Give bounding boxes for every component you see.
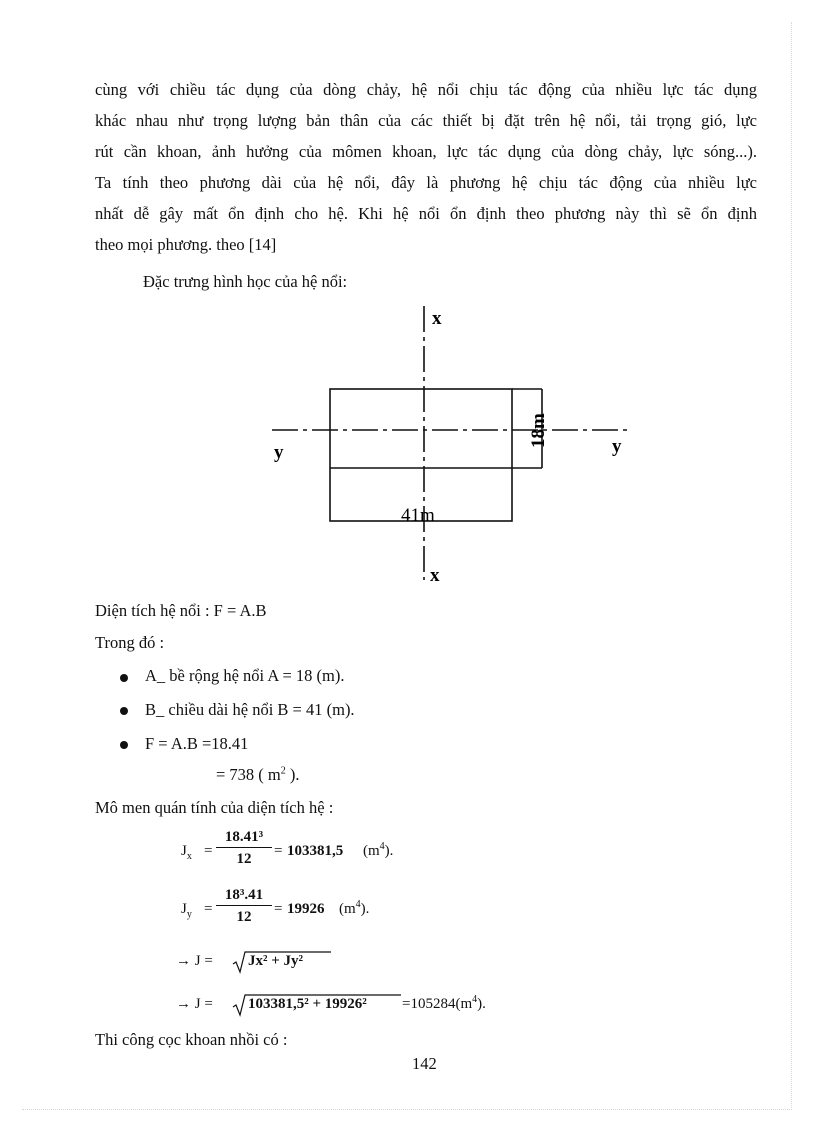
jx-equals-2: = [274,843,283,859]
drilling-line: Thi công cọc khoan nhồi có : [95,1030,288,1049]
paragraph-line: cùng với chiều tác dụng của dòng chảy, hệ nổi chịu tác động của nhiều lực tác dụng [95,80,757,99]
jy-equals: = [204,901,213,917]
jx-symbol [181,843,192,860]
j-value-prefix: → J = [176,996,213,1012]
jx-unit-text: (m [363,843,380,859]
jy-unit-end: ). [360,901,370,917]
bullet-dot [120,674,128,682]
jy-equals-2: = [274,901,283,917]
jx-result: 103381,5 [287,843,344,859]
paragraph-line: Ta tính theo phương dài của hệ nổi, đây là phương hệ chịu tác động của nhiều lực [95,173,757,192]
x-axis-label-bottom: x [430,565,440,586]
jx-subscript: x [186,851,192,862]
jy-symbol [181,901,192,918]
bullet-item: A_ bề rộng hệ nổi A = 18 (m). [145,666,345,685]
jy-result: 19926 [287,901,325,917]
j-value-exponent: 4 [472,994,478,1005]
area-result-prefix: = 738 ( m [216,765,281,784]
inertia-heading: Mô men quán tính của diện tích hệ : [95,798,334,817]
bullet-item: F = A.B =18.41 [145,734,249,753]
paragraph-line: khác nhau như trọng lượng bản thân của các thiết bị đặt trên hệ nổi, tải trọng gió, lực [95,111,757,130]
j-value-end: ). [477,996,486,1012]
j-formula-radicand: Jx² + Jy² [248,953,304,969]
jy-unit-text: (m [339,901,356,917]
x-axis-label-top: x [432,308,442,329]
area-formula-line: Diện tích hệ nổi : F = A.B [95,601,267,620]
j-value-number: =105284(m [402,996,473,1012]
area-result-exponent: 2 [280,765,286,777]
j-value-result [402,996,486,1013]
jx-unit-exponent: 4 [379,841,385,852]
jy-fraction [216,887,272,926]
pontoon-outline [330,389,512,521]
jy-unit-exponent: 4 [355,899,361,910]
j-formula-prefix: → J = [176,953,213,969]
jy-denominator: 12 [236,909,252,925]
length-dimension-label: 41m [401,505,435,526]
bullet-dot [120,741,128,749]
jy-subscript: y [186,909,192,920]
y-axis-label-left: y [274,442,284,463]
jx-numerator: 18.41³ [216,829,272,848]
jy-unit [339,901,369,918]
paragraph-line: nhất dễ gây mất ổn định cho hệ. Khi hệ nổi ổn định theo phương này thì sẽ ổn định [95,204,757,223]
area-result-suffix: ). [285,765,300,784]
y-axis-label-right: y [612,436,622,457]
jx-fraction [216,829,272,868]
jy-letter: J [181,901,187,917]
jx-equals: = [204,843,213,859]
width-dimension-label: 18m [528,413,549,448]
j-value-radicand: 103381,5² + 19926² [248,996,367,1012]
pontoon-cross-section-diagram [260,300,640,590]
jx-denominator: 12 [236,851,252,867]
page-number: 142 [412,1054,437,1073]
paragraph-line: theo mọi phương. theo [14] [95,235,277,254]
jx-unit-end: ). [384,843,394,859]
paragraph-line: rút cần khoan, ảnh hưởng của mômen khoan, lực tác dụng của dòng chảy, lực sóng...). [95,142,757,161]
intro-paragraph [95,74,757,260]
jx-letter: J [181,843,187,859]
bullet-dot [120,707,128,715]
page-border-right [791,22,792,1110]
area-result-line [216,765,300,785]
bullet-item: B_ chiều dài hệ nổi B = 41 (m). [145,700,355,719]
jy-numerator: 18³.41 [216,887,272,906]
geometry-heading: Đặc trưng hình học của hệ nổi: [143,272,348,291]
page-border-bottom [22,1109,792,1110]
jx-unit [363,843,393,860]
where-label: Trong đó : [95,633,165,652]
